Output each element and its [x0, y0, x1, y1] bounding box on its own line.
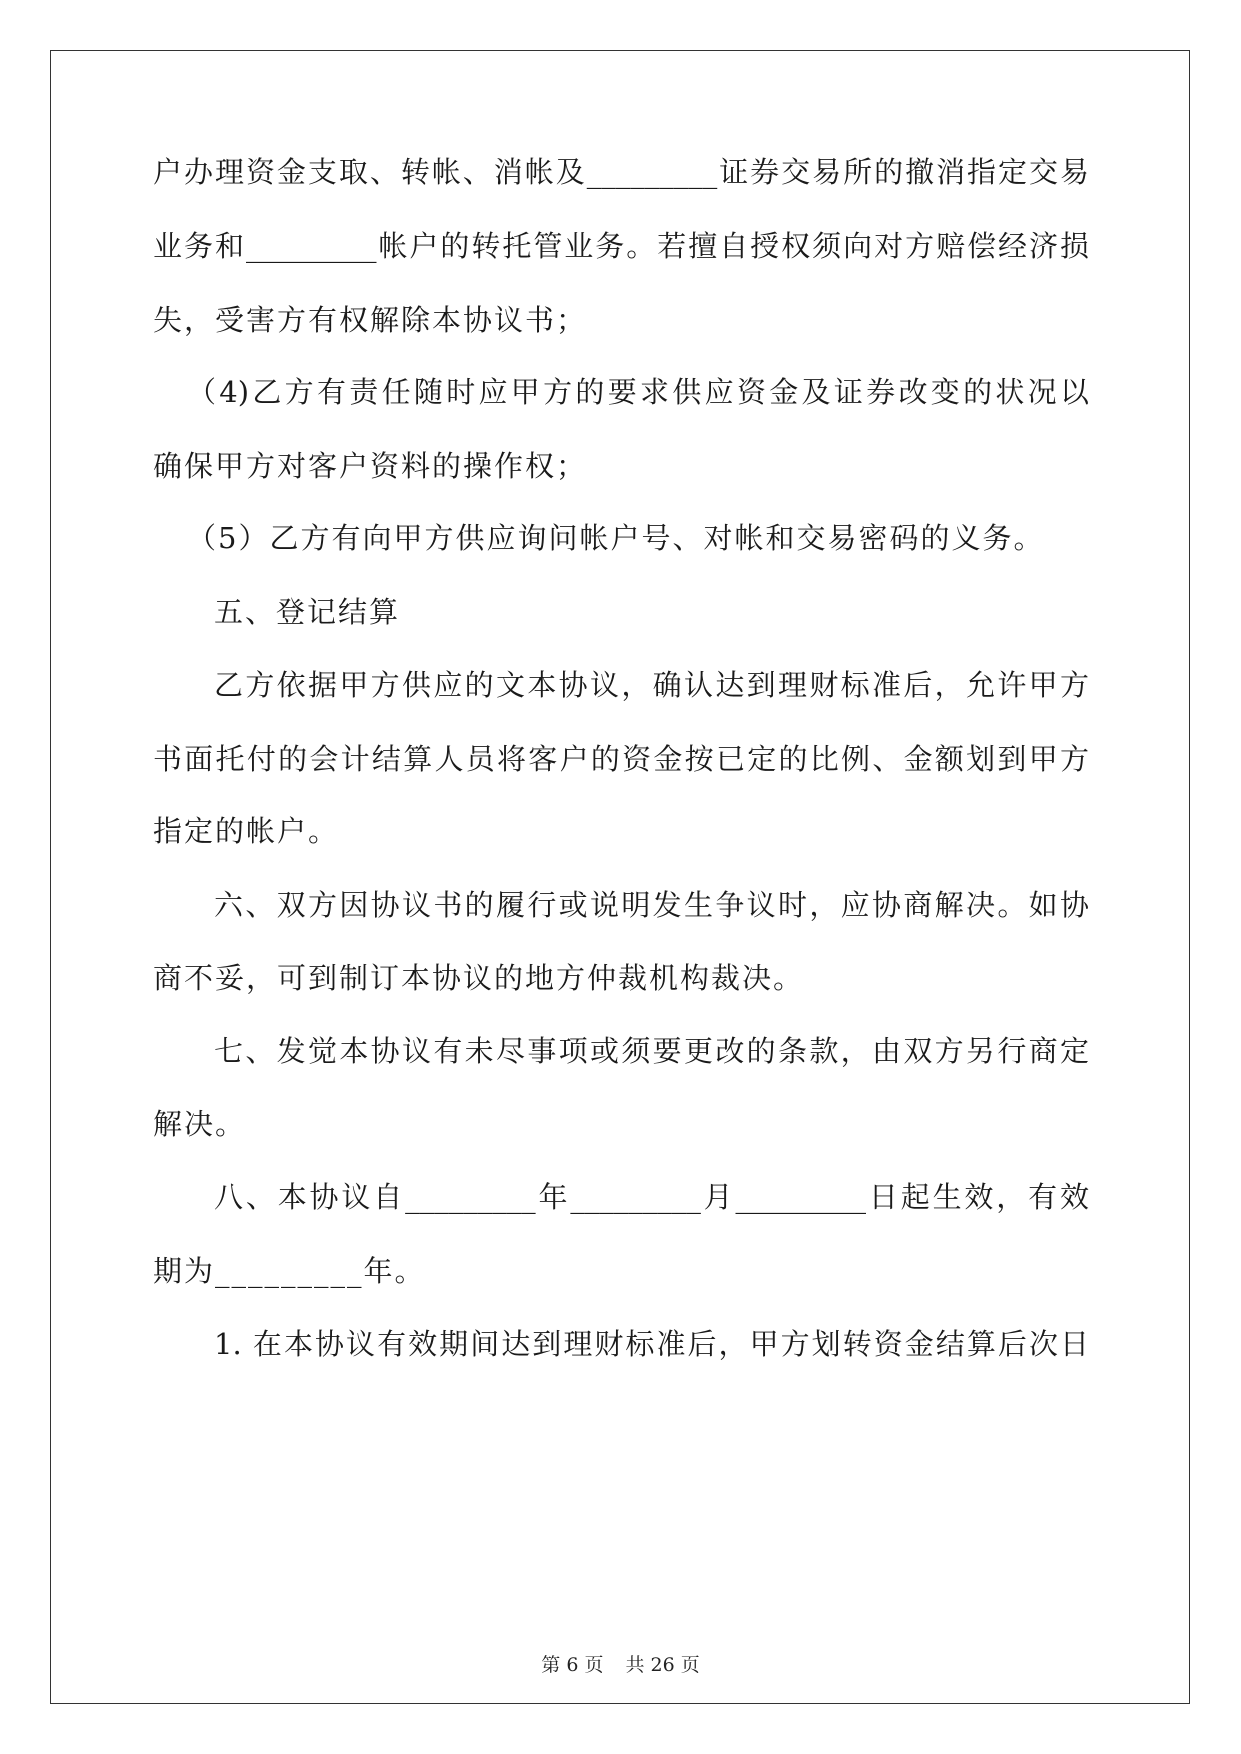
text-line: 户办理资金支取、转帐、消帐及_________证券交易所的撤消指定交易	[153, 155, 1089, 189]
text-line: 确保甲方对客户资料的操作权；	[153, 449, 588, 483]
text-line: 指定的帐户。	[153, 814, 340, 848]
text-line: 乙方依据甲方供应的文本协议，确认达到理财标准后，允许甲方	[214, 668, 1089, 702]
text-line: （5）乙方有向甲方供应询问帐户号、对帐和交易密码的义务。	[187, 521, 1045, 555]
text-line: （4)乙方有责任随时应甲方的要求供应资金及证券改变的状况以	[187, 375, 1089, 409]
text-line: 解决。	[153, 1107, 247, 1141]
page-footer	[0, 1653, 1241, 1677]
text-line: 失，受害方有权解除本协议书；	[153, 303, 588, 337]
page-frame	[50, 50, 1190, 1704]
text-line: 1. 在本协议有效期间达到理财标准后，甲方划转资金结算后次日	[214, 1327, 1089, 1361]
text-line: 六、双方因协议书的履行或说明发生争议时，应协商解决。如协	[214, 888, 1089, 922]
text-line: 商不妥，可到制订本协议的地方仲裁机构裁决。	[153, 961, 805, 995]
section-heading: 五、登记结算	[214, 595, 401, 629]
text-line: 业务和_________帐户的转托管业务。若擅自授权须向对方赔偿经济损	[153, 229, 1089, 263]
text-line: 七、发觉本协议有未尽事项或须要更改的条款，由双方另行商定	[214, 1034, 1089, 1068]
text-line: 书面托付的会计结算人员将客户的资金按已定的比例、金额划到甲方	[153, 742, 1089, 776]
page-total: 共 26 页	[625, 1654, 700, 1676]
page-number: 第 6 页	[541, 1654, 604, 1676]
text-line: 八、本协议自_________年_________月_________日起生效，有效	[214, 1180, 1089, 1214]
text-line: 期为_________年。	[153, 1254, 426, 1288]
